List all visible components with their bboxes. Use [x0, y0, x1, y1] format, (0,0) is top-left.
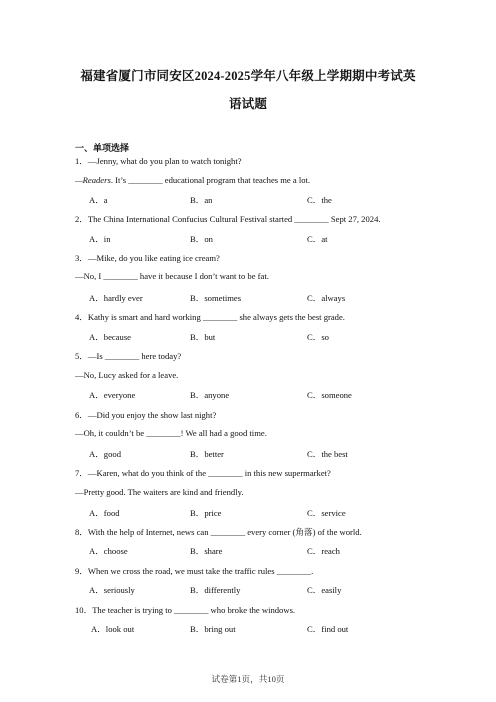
exam-title-line1: 福建省厦门市同安区2024-2025学年八年级上学期期中考试英	[80, 69, 416, 83]
question-5-option-c[interactable]: C．someone	[307, 390, 352, 400]
question-6-stem: 6．—Did you enjoy the show last night?	[75, 410, 217, 420]
exam-title-line2: 语试题	[228, 97, 268, 111]
question-8-stem: 8．With the help of Internet, news can ________ every corner (角落) of the world.	[75, 527, 362, 537]
question-6-line-2: —Oh, it couldn’t be ________! We all had a good time.	[75, 428, 267, 438]
question-9-option-b[interactable]: B．differently	[190, 585, 241, 595]
question-10-stem: 10．The teacher is trying to ________ who broke the windows.	[75, 605, 296, 615]
question-7-line-2: —Pretty good. The waiters are kind and friendly.	[75, 487, 244, 497]
question-8-option-b[interactable]: B．share	[190, 546, 223, 556]
question-7-option-c[interactable]: C．service	[307, 508, 346, 518]
question-2-option-a[interactable]: A．in	[89, 234, 111, 244]
question-5-stem: 5．—Is ________ here today?	[75, 351, 182, 361]
question-6-option-a[interactable]: A．good	[89, 449, 121, 459]
question-4-stem: 4．Kathy is smart and hard working ________ she always gets the best grade.	[75, 312, 345, 322]
question-1-option-a[interactable]: A．a	[89, 195, 108, 205]
question-3-stem: 3．—Mike, do you like eating ice cream?	[75, 253, 220, 263]
question-3-option-c[interactable]: C．always	[307, 293, 346, 303]
question-2-stem: 2．The China International Confucius Cultural Festival started ________ Sept 27, 2024.	[75, 214, 381, 224]
question-3-option-b[interactable]: B．sometimes	[190, 293, 242, 303]
question-4-option-a[interactable]: A．because	[89, 332, 131, 342]
question-3-line-2: —No, I ________ have it because I don’t want to be fat.	[75, 271, 269, 281]
question-5-line-2: —No, Lucy asked for a leave.	[75, 370, 179, 380]
question-8-option-a[interactable]: A．choose	[89, 546, 128, 556]
question-9-option-a[interactable]: A．seriously	[89, 585, 135, 595]
question-3-option-a[interactable]: A．hardly ever	[89, 293, 143, 303]
question-4-option-b[interactable]: B．but	[190, 332, 216, 342]
question-10-option-b[interactable]: B．bring out	[190, 624, 236, 634]
question-1-stem: 1．—Jenny, what do you plan to watch tonight?	[75, 156, 242, 166]
question-1-line-2: —Readers. It’s ________ educational program that teaches me a lot.	[75, 175, 311, 185]
question-10-option-c[interactable]: C．find out	[307, 624, 349, 634]
question-4-option-c[interactable]: C．so	[307, 332, 329, 342]
question-7-option-a[interactable]: A．food	[89, 508, 120, 518]
question-7-option-b[interactable]: B．price	[190, 508, 222, 518]
section-heading: 一、单项选择	[75, 143, 130, 153]
question-1-option-c[interactable]: C．the	[307, 195, 332, 205]
question-5-option-a[interactable]: A．everyone	[89, 390, 136, 400]
question-6-option-c[interactable]: C．the best	[307, 449, 348, 459]
question-8-option-c[interactable]: C．reach	[307, 546, 340, 556]
question-5-option-b[interactable]: B．anyone	[190, 390, 230, 400]
question-6-option-b[interactable]: B．better	[190, 449, 224, 459]
question-1-option-b[interactable]: B．an	[190, 195, 213, 205]
page-footer: 试卷第1页，共10页	[211, 674, 285, 684]
question-9-stem: 9．When we cross the road, we must take the traffic rules ________.	[75, 566, 314, 576]
question-10-option-a[interactable]: A．look out	[91, 624, 135, 634]
question-7-stem: 7．—Karen, what do you think of the ________ in this new supermarket?	[75, 468, 331, 478]
question-9-option-c[interactable]: C．easily	[307, 585, 342, 595]
question-2-option-c[interactable]: C．at	[307, 234, 328, 244]
question-2-option-b[interactable]: B．on	[190, 234, 213, 244]
